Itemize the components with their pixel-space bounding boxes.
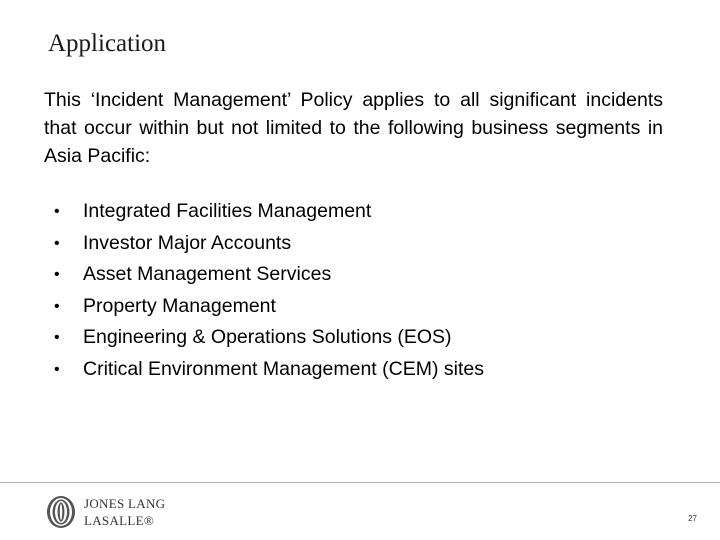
footer-divider [0, 482, 720, 483]
bullet-icon: • [54, 297, 60, 315]
bullet-icon: • [54, 234, 60, 252]
list-item-label: Integrated Facilities Management [83, 200, 372, 222]
bullet-icon: • [54, 329, 60, 346]
bullet-icon: • [54, 203, 60, 220]
bullet-icon: • [54, 266, 60, 283]
list-item [54, 259, 484, 291]
page-number: 27 [688, 514, 697, 523]
company-logo [46, 495, 165, 529]
list-item-label: Investor Major Accounts [83, 231, 292, 254]
intro-paragraph: This ‘Incident Management’ Policy applies to all significant incidents that occur within but not limited to the following business segments in Asia Pacific: [44, 89, 663, 167]
list-item [54, 196, 484, 228]
slide-title: Application [48, 30, 167, 57]
list-item-label: Property Management [83, 294, 276, 317]
list-item [54, 354, 484, 386]
list-item-label: Asset Management Services [83, 263, 332, 285]
list-item-label: Critical Environment Management (CEM) sites [83, 357, 484, 380]
list-item-label: Engineering & Operations Solutions (EOS) [83, 326, 452, 348]
logo-swirl-icon [46, 495, 76, 529]
list-item [54, 322, 484, 354]
list-item [54, 228, 484, 260]
logo-text-line2: LASALLE® [84, 513, 155, 528]
list-item [54, 291, 484, 323]
bullet-icon: • [54, 360, 60, 378]
business-segment-list [54, 196, 484, 385]
logo-text-line1: JONES LANG [84, 496, 166, 511]
